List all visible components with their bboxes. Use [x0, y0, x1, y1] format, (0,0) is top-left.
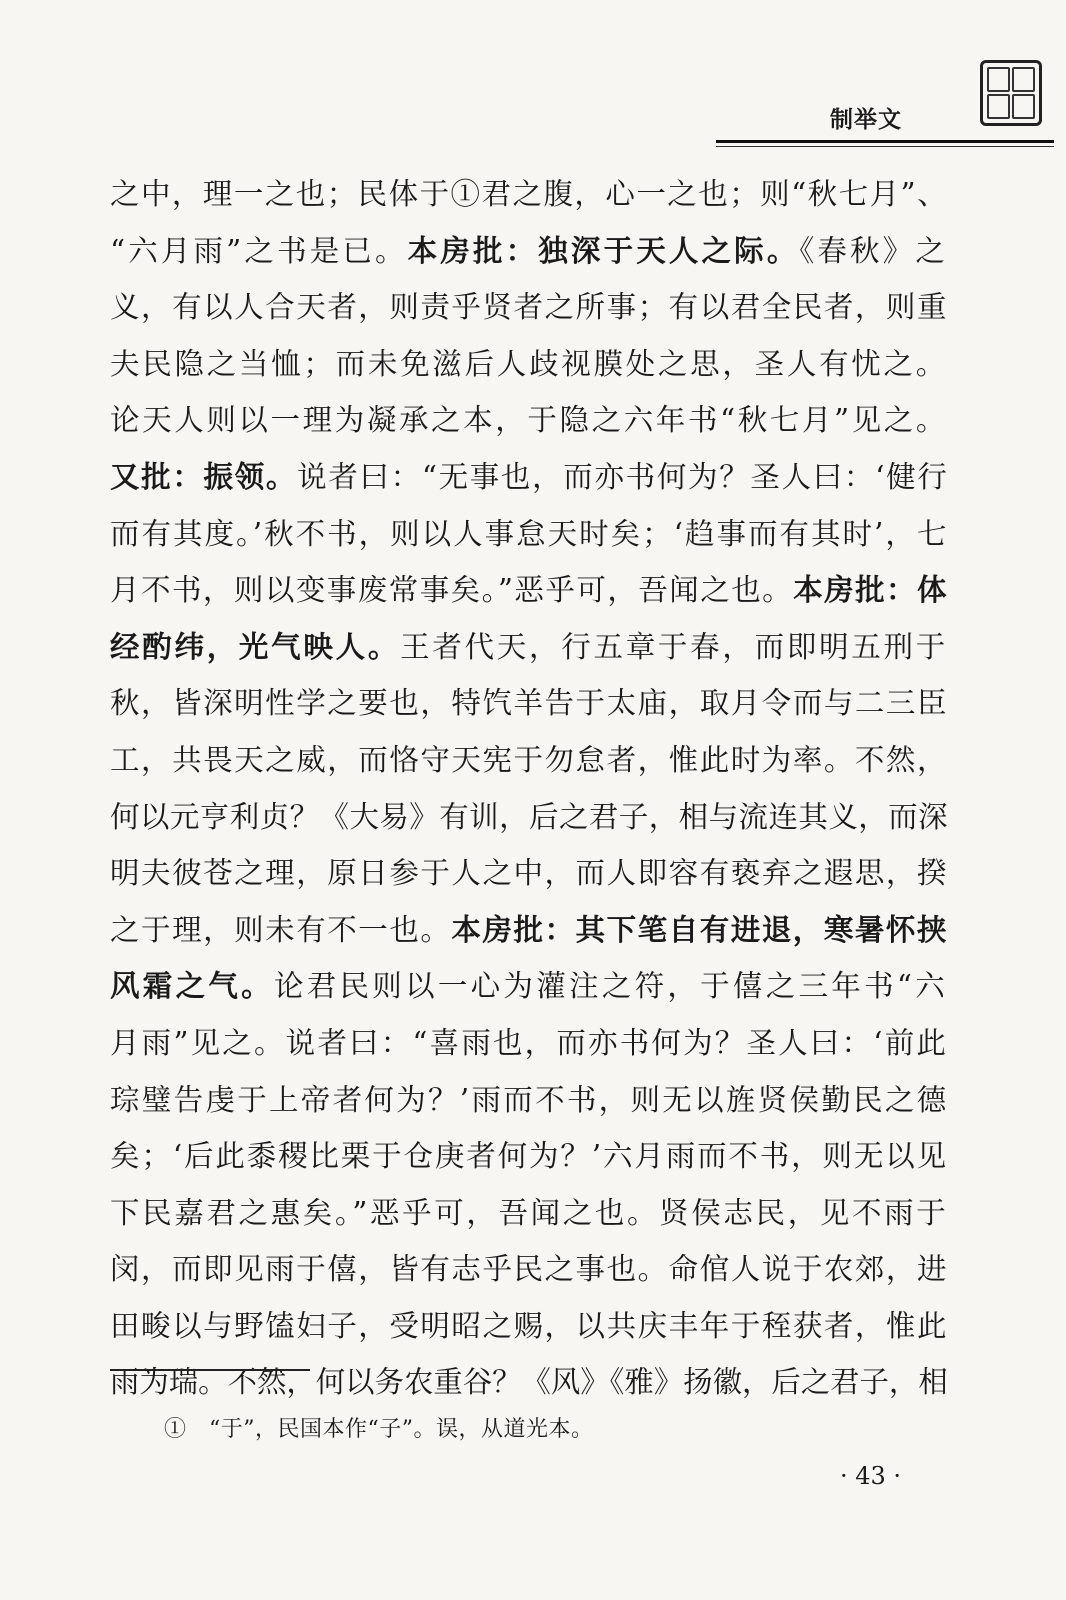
- text-segment: 月不书，则以变事废常事矣。”恶乎可，吾闻之也。: [110, 573, 794, 608]
- text-line: [110, 1015, 948, 1072]
- text-segment: 工，共畏天之威，而恪守天宪于勿怠者，惟此时为率。不然，: [110, 742, 948, 777]
- text-line: [110, 845, 948, 902]
- text-segment: 而有其度。’秋不书，则以人事怠天时矣；‘趋事而有其时’，七: [110, 516, 949, 551]
- text-segment: 之中，理一之也；民体于①君之腹，心一之也；则“秋七月”、: [110, 177, 949, 211]
- footnote-rule: [110, 1369, 310, 1371]
- text-line: [110, 1354, 948, 1411]
- text-segment: 夫民隐之当恤；而未免滋后人歧视膜处之思，圣人有忧之。: [110, 346, 948, 381]
- text-line: [110, 506, 948, 563]
- text-segment: 田畯以与野馌妇子，受明昭之赐，以共庆丰年于秷获者，惟此: [110, 1308, 948, 1343]
- text-segment: 明夫彼苍之理，原日参于人之中，而人即容有亵弃之遐思，揆: [110, 856, 948, 891]
- text-line: [110, 336, 948, 393]
- text-line: [110, 449, 948, 506]
- seal-glyph: [987, 67, 1010, 92]
- commentary-segment: 本房批：体: [793, 573, 948, 608]
- text-line: [110, 279, 948, 336]
- text-segment: 论天人则以一理为凝承之本，于隐之六年书“秋七月”见之。: [110, 403, 948, 438]
- text-line: [110, 902, 948, 959]
- text-segment: 论君民则以一心为灌注之符，于僖之三年书“六: [273, 969, 948, 1004]
- commentary-segment: 本房批：其下笔自有进退，寒暑怀挟: [451, 912, 948, 947]
- text-line: [110, 1298, 948, 1355]
- text-line: [110, 223, 948, 280]
- text-line: [110, 1128, 948, 1185]
- commentary-segment: 又批：振领。: [110, 459, 298, 494]
- text-segment: 月雨”见之。说者曰：“喜雨也，而亦书何为？圣人曰：‘前此: [110, 1025, 949, 1060]
- text-line: [110, 732, 948, 789]
- text-segment: 秋，皆深明性学之要也，特饩羊告于太庙，取月令而与二三臣: [110, 686, 948, 721]
- text-segment: 义，有以人合天者，则责乎贤者之所事；有以君全民者，则重: [110, 290, 948, 325]
- text-line: [110, 1241, 948, 1298]
- page-number: · 43 ·: [840, 1462, 902, 1490]
- header-rule: [716, 140, 1054, 143]
- footnote: ① “于”，民国本作“子”。误，从道光本。: [164, 1417, 594, 1442]
- text-segment: 何以元亨利贞？《大易》有训，后之君子，相与流连其义，而深: [110, 799, 949, 834]
- header-rule-thin: [716, 146, 1054, 147]
- commentary-segment: 风霜之气。: [110, 969, 274, 1004]
- text-segment: 闵，而即见雨于僖，皆有志乎民之事也。命倌人说于农郊，进: [110, 1252, 948, 1287]
- text-segment: 王者代天，行五章于春，而即明五刑于: [400, 629, 948, 664]
- text-segment: 说者曰：“无事也，而亦书何为？圣人曰：‘健行: [297, 459, 949, 494]
- seal-glyph: [987, 94, 1010, 119]
- text-line: [110, 675, 948, 732]
- text-line: [110, 166, 948, 223]
- text-line: [110, 1185, 948, 1242]
- text-line: [110, 392, 948, 449]
- commentary-segment: 本房批：独深于天人之际。: [407, 233, 800, 268]
- text-line: [110, 619, 948, 676]
- running-head: 制举文: [830, 107, 902, 133]
- text-line: [110, 562, 948, 619]
- body-text: [110, 166, 948, 1411]
- text-segment: 之于理，则未有不一也。: [110, 912, 452, 947]
- text-segment: 矣；‘后此黍稷比栗于仓庚者何为？’六月雨而不书，则无以见: [110, 1139, 948, 1174]
- text-line: [110, 958, 948, 1015]
- text-line: [110, 789, 948, 846]
- text-segment: 琮璧告虔于上帝者何为？’雨而不书，则无以旌贤侯勤民之德: [110, 1082, 949, 1117]
- text-segment: 《春秋》之: [799, 233, 948, 268]
- seal-stamp: [980, 60, 1042, 126]
- seal-glyph: [1012, 94, 1035, 119]
- seal-glyph: [1012, 67, 1035, 92]
- text-segment: “六月雨”之书是已。: [110, 233, 408, 268]
- text-segment: 下民嘉君之惠矣。”恶乎可，吾闻之也。贤侯志民，见不雨于: [110, 1195, 949, 1230]
- commentary-segment: 经酌纬，光气映人。: [110, 629, 401, 664]
- text-segment: 雨为瑞。不然，何以务农重谷？《风》《雅》扬徽，后之君子，相: [110, 1365, 948, 1400]
- text-line: [110, 1072, 948, 1129]
